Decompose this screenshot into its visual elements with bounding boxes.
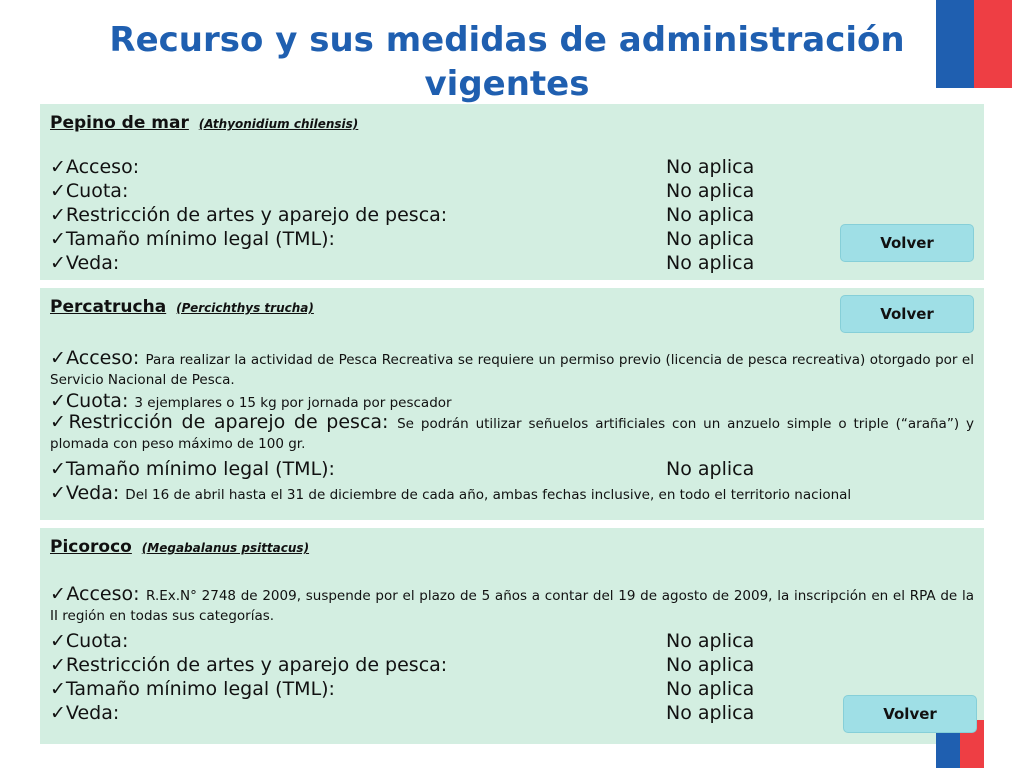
measure-label: ✓Cuota: [50, 630, 129, 652]
volver-button-picoroco[interactable]: Volver [843, 695, 977, 733]
measure-label: ✓Restricción de artes y aparejo de pesca: [50, 204, 448, 226]
species-scientific-name: (Megabalanus psittacus) [141, 541, 310, 555]
measure-value: No aplica [666, 654, 755, 676]
measure-tml [50, 677, 974, 701]
measure-label: ✓Restricción de aparejo de pesca: [50, 411, 389, 433]
measure-veda [50, 701, 974, 725]
measure-text: Para realizar la actividad de Pesca Recreativa se requiere un permiso previo (licencia de pesca recreativa) otorgado por el Servicio Nacional de Pesca. [50, 352, 974, 388]
species-heading [50, 536, 974, 559]
species-heading [50, 112, 974, 135]
measure-cuota [50, 179, 974, 203]
measure-label: ✓Tamaño mínimo legal (TML): [50, 458, 335, 480]
measure-restriccion [50, 413, 974, 453]
species-name: Pepino de mar [50, 113, 189, 133]
measure-value: No aplica [666, 180, 755, 202]
species-scientific-name: (Percichthys trucha) [176, 301, 314, 315]
measure-value: No aplica [666, 702, 755, 724]
volver-button-pepino[interactable]: Volver [840, 224, 974, 262]
measure-label: ✓Acceso: [50, 583, 140, 605]
species-heading [50, 296, 974, 319]
measure-value: No aplica [666, 156, 755, 178]
measure-acceso [50, 155, 974, 179]
measure-label: ✓Restricción de artes y aparejo de pesca: [50, 654, 448, 676]
measure-text: R.Ex.N° 2748 de 2009, suspende por el plazo de 5 años a contar del 19 de agosto de 2009, la inscripción en el RPA de la II región en todas sus categorías. [50, 588, 975, 624]
measure-label: ✓Cuota: [50, 180, 129, 202]
measure-value: No aplica [666, 252, 755, 274]
species-name: Percatrucha [50, 297, 167, 317]
measure-label: ✓Acceso: [50, 156, 140, 178]
measure-value: No aplica [666, 228, 755, 250]
measure-restriccion [50, 203, 974, 227]
measure-label: ✓Cuota: [50, 390, 129, 412]
measure-acceso [50, 585, 974, 625]
measure-value: No aplica [666, 630, 755, 652]
measure-veda [50, 251, 974, 275]
measure-tml [50, 227, 974, 251]
measure-label: ✓Veda: [50, 702, 120, 724]
measure-value: No aplica [666, 678, 755, 700]
measure-veda [50, 481, 974, 505]
measure-cuota [50, 389, 974, 413]
measure-restriccion [50, 653, 974, 677]
measure-text: 3 ejemplares o 15 kg por jornada por pescador [134, 395, 452, 411]
measure-text: Se podrán utilizar señuelos artificiales con un anzuelo simple o triple (“araña”) y plomada con peso máximo de 100 gr. [50, 416, 974, 452]
measure-acceso [50, 349, 974, 389]
species-scientific-name: (Athyonidium chilensis) [198, 117, 359, 131]
slide-title: Recurso y sus medidas de administración vigentes [109, 20, 905, 104]
measure-tml [50, 457, 974, 481]
measure-label: ✓Veda: [50, 482, 120, 504]
measure-cuota [50, 629, 974, 653]
measure-value: No aplica [666, 204, 755, 226]
measure-label: ✓Veda: [50, 252, 120, 274]
measure-label: ✓Tamaño mínimo legal (TML): [50, 678, 335, 700]
species-name: Picoroco [50, 537, 132, 557]
measure-label: ✓Tamaño mínimo legal (TML): [50, 228, 335, 250]
volver-button-percatrucha[interactable]: Volver [840, 295, 974, 333]
measure-text: Del 16 de abril hasta el 31 de diciembre de cada año, ambas fechas inclusive, en todo el territorio nacional [125, 487, 852, 503]
measure-value: No aplica [666, 458, 755, 480]
measure-label: ✓Acceso: [50, 347, 140, 369]
